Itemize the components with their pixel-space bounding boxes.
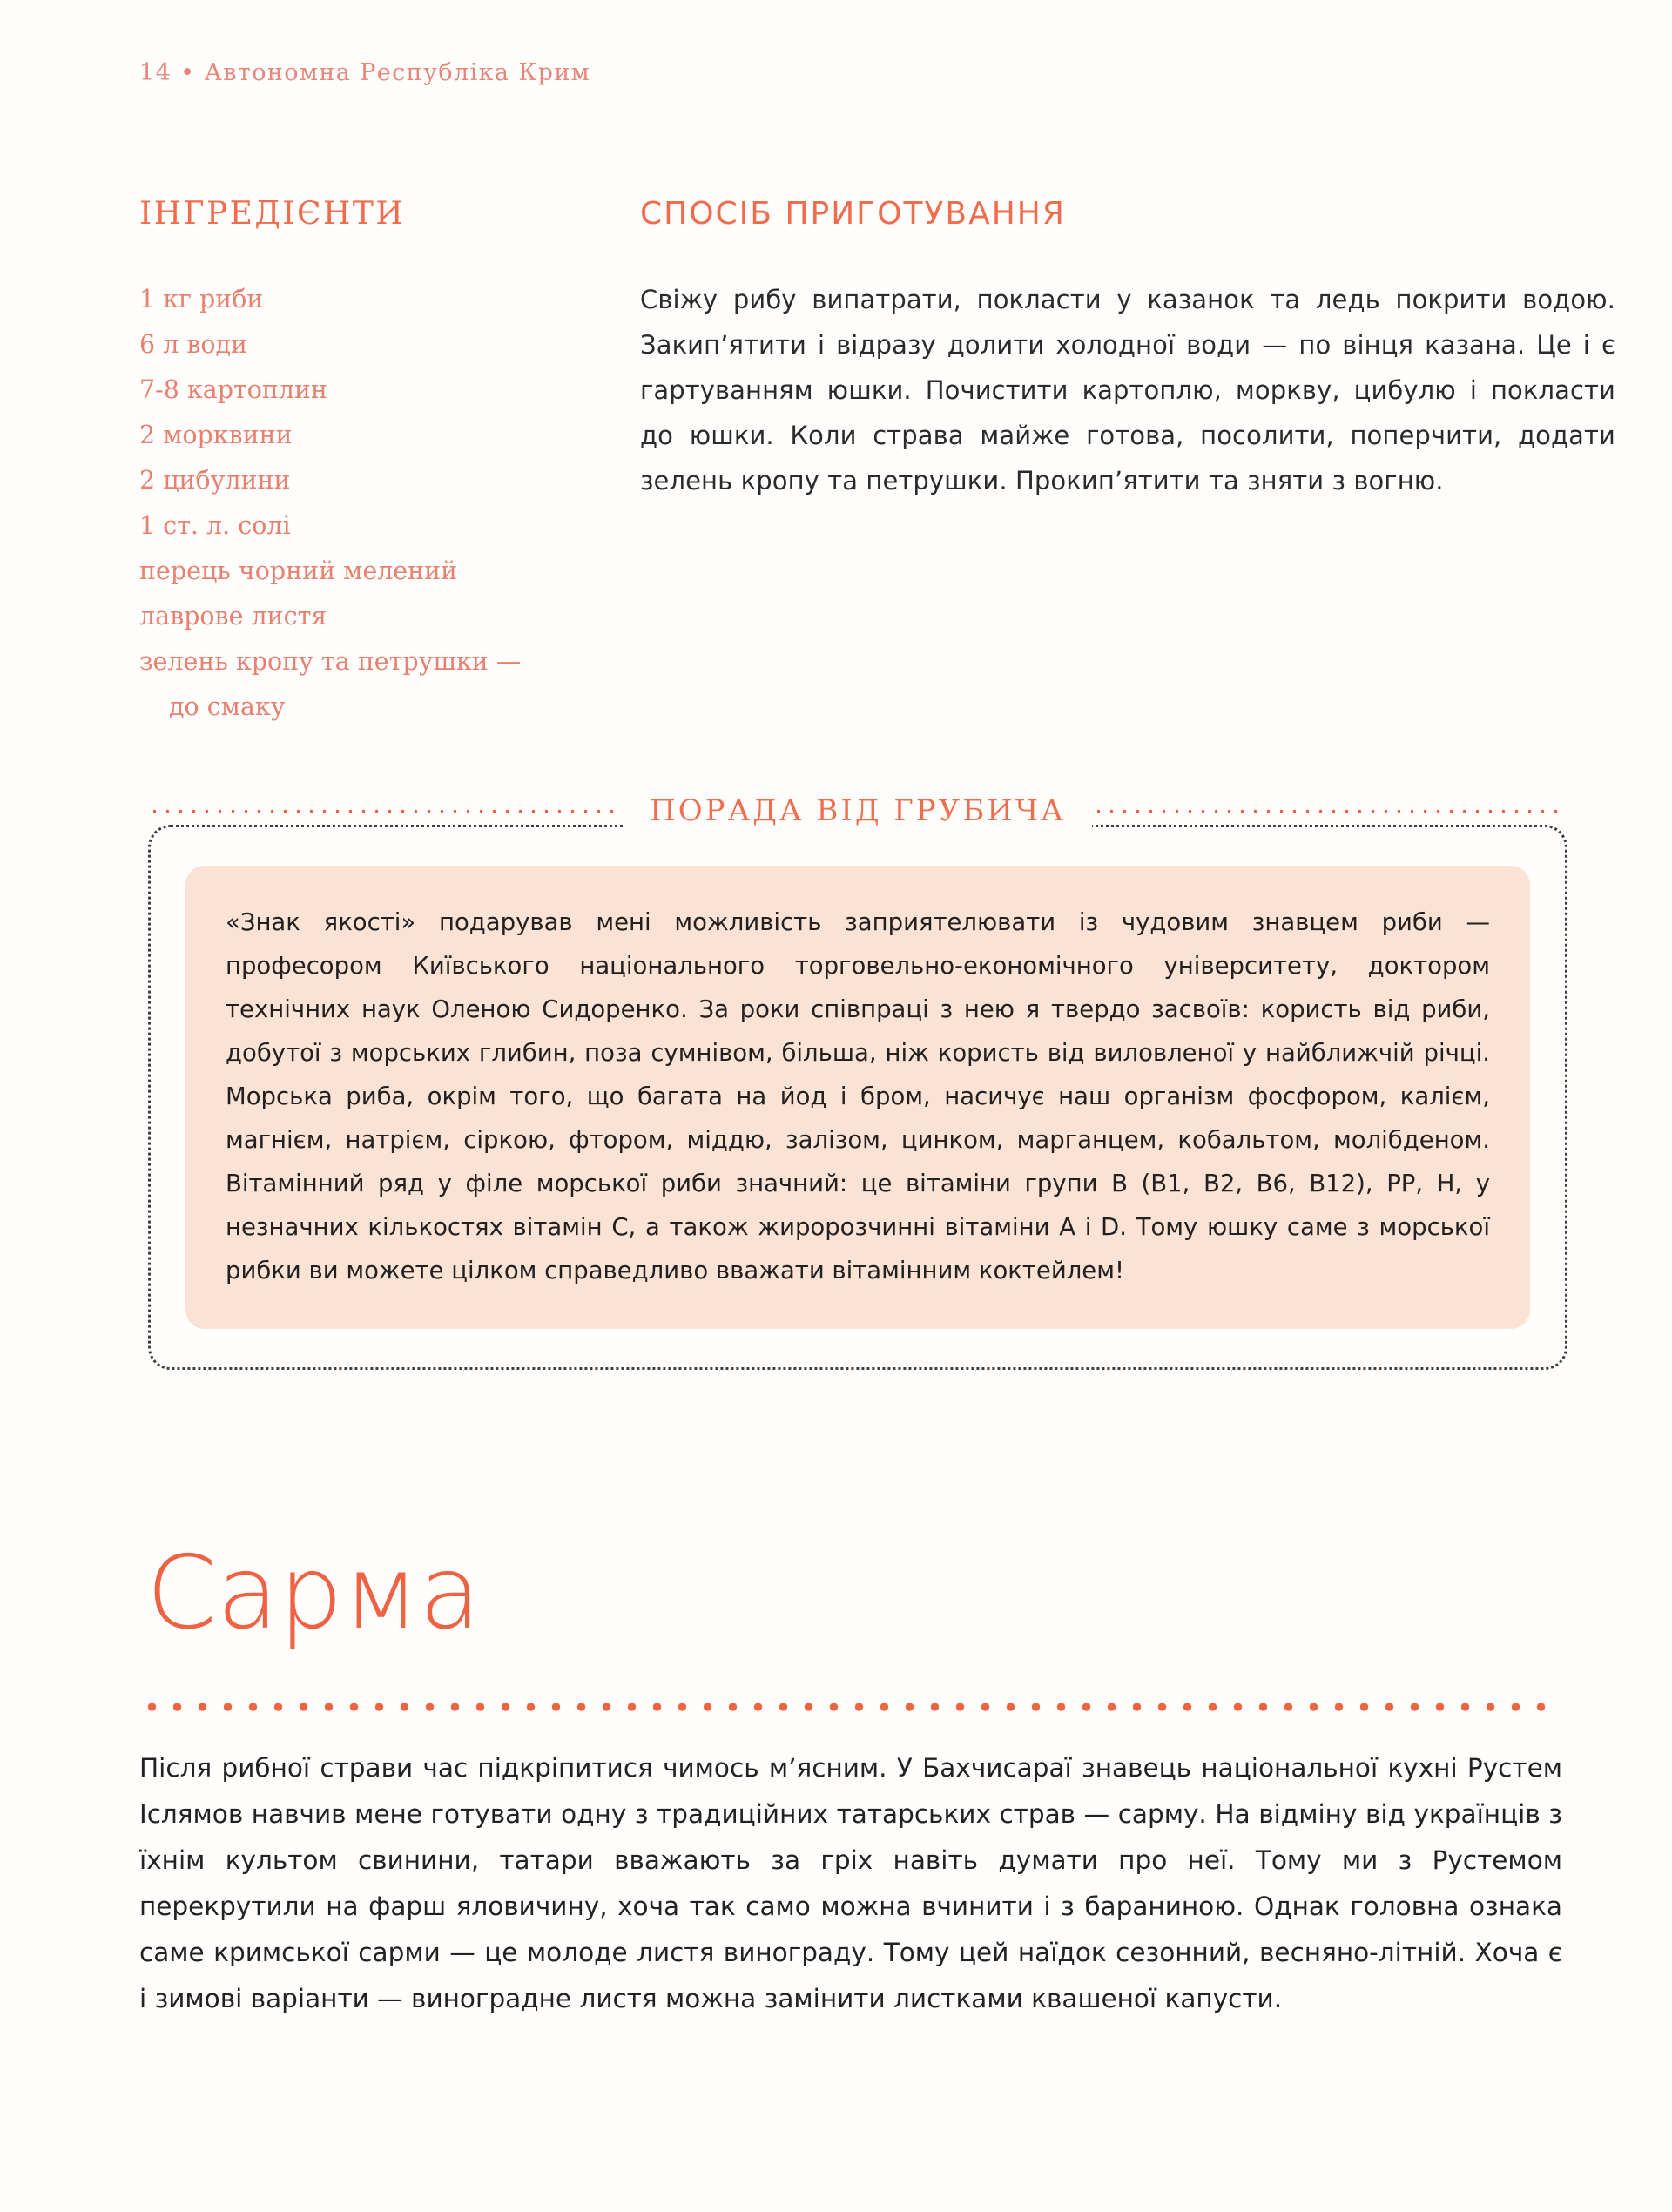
- ingredient-continuation: до смаку: [169, 692, 286, 721]
- ingredient-text: 7-8 картоплин: [139, 375, 328, 404]
- recipe-columns: [139, 196, 1615, 730]
- tip-title: ПОРАДА ВІД ГРУБИЧА: [624, 793, 1092, 828]
- ingredient-item: [139, 458, 640, 503]
- ingredient-text: 1 кг риби: [139, 285, 264, 314]
- method-text: Свіжу рибу випатрати, покласти у казанок та ледь покрити водою. Закип’ятити і відразу долити холодної води — по вінця казана. Це і є гартуванням юшки. Почистити картоплю, моркву, цибулю і покласти до юшки. Коли страва майже готова, посолити, поперчити, додати зелень кропу та петрушки. Прокип’ятити та зняти з вогню.: [640, 285, 1615, 496]
- ingredient-text: зелень кропу та петрушки —: [139, 647, 522, 676]
- dotted-rule-right: [1092, 809, 1568, 813]
- dotted-rule-left: [148, 809, 624, 813]
- ingredient-item: [139, 368, 640, 413]
- tip-title-row: [148, 793, 1568, 828]
- dotted-divider: [139, 1702, 1561, 1712]
- ingredient-item: [139, 503, 640, 549]
- ingredient-item: [139, 594, 640, 639]
- dish-intro-text: Після рибної страви час підкріпитися чимось м’ясним. У Бахчисараї знавець національної кухні Рустем Іслямов навчив мене готувати одну з традиційних татарських страв — сарму. На відміну від українців з їхнім культом свинини, татари вважають за гріх навіть думати про неї. Тому ми з Рустемом перекрутили на фарш яловичину, хоча так само можна вчинити і з бараниною. Однак головна ознака саме кримської сарми — це молоде листя винограду. Тому цей наїдок сезонний, весняно-літній. Хоча є і зимові варіанти — виноградне листя можна замінити листками квашеної капусти.: [139, 1753, 1562, 2013]
- tip-text: «Знак якості» подарував мені можливість заприятелювати із чудовим знавцем риби — професором Київського національного торговельно-економічного університету, доктором технічних наук Оленою Сидоренко. За роки співпраці з нею я твердо засвоїв: користь від риби, добутої з морських глибин, поза сумнівом, більша, ніж користь від виловленої у найближчій річці. Морська риба, окрім того, що багата на йод і бром, насичує наш організм фосфором, калієм, магнієм, натрієм, сіркою, фтором, міддю, залізом, цинком, марганцем, кобальтом, молібденом. Вітамінний ряд у філе морської риби значний: це вітаміни групи В (В1, В2, В6, В12), РР, Н, у незначних кількостях вітамін С, а також жиророзчинні вітаміни А і D. Тому юшку саме з морської рибки ви можете цілком справедливо вважати вітамінним коктейлем!: [226, 908, 1490, 1285]
- ingredients-list: [139, 277, 640, 730]
- ingredient-item: [139, 549, 640, 594]
- ingredient-item: [139, 322, 640, 368]
- running-header: 14 • Автономна Республіка Крим: [139, 59, 591, 86]
- dish-intro: [139, 1745, 1562, 2022]
- ingredient-text: 2 морквини: [139, 421, 293, 449]
- method-column: [640, 196, 1615, 503]
- dish-title: Сарма: [146, 1534, 482, 1652]
- method-heading: СПОСІБ ПРИГОТУВАННЯ: [640, 196, 1066, 232]
- ingredient-item: [139, 413, 640, 458]
- ingredient-item: [139, 277, 640, 322]
- tip-outer-frame: [148, 825, 1568, 1370]
- ingredient-text: лаврове листя: [139, 602, 327, 631]
- ingredient-text: 2 цибулини: [139, 466, 291, 495]
- tip-box: [148, 793, 1568, 1370]
- ingredient-text: 6 л води: [139, 330, 248, 359]
- ingredients-heading: ІНГРЕДІЄНТИ: [139, 196, 406, 232]
- ingredient-text: перець чорний мелений: [139, 556, 458, 585]
- ingredient-text: 1 ст. л. солі: [139, 511, 291, 540]
- tip-inner-panel: [185, 866, 1530, 1329]
- ingredients-column: [139, 196, 640, 730]
- ingredient-item: [139, 639, 640, 730]
